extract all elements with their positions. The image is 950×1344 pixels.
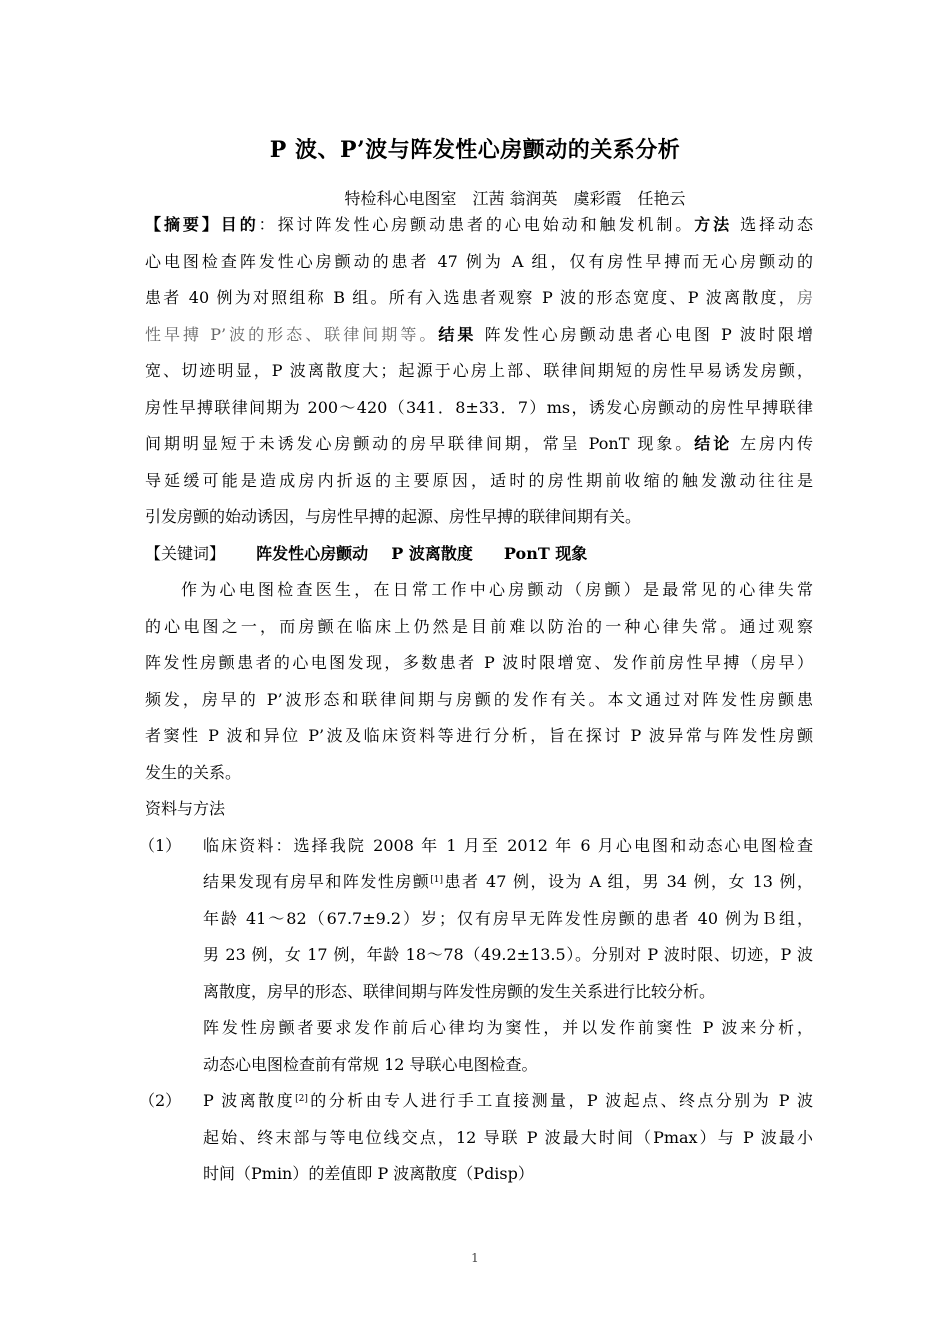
list-item-line: 时间（Pmin）的差值即 P 波离散度（Pdisp） (203, 1164, 534, 1183)
list-item-line: 起始、终末部与等电位线交点，12 导联 P 波最大时间（Pmax）与 P 波最小 (203, 1127, 813, 1147)
abstract-line: 间期明显短于未诱发心房颤动的房早联律间期，常呈 PonT 现象。结论 左房内传 (145, 434, 813, 453)
citation-ref: [1] (430, 875, 444, 885)
abstract-line: 引发房颤的始动诱因，与房性早搏的起源、房性早搏的联律间期有关。 (145, 507, 642, 526)
citation-ref: [2] (295, 1094, 308, 1104)
abstract-block (139, 207, 814, 1193)
paper-title: P 波、P’波与阵发性心房颤动的关系分析 (269, 137, 681, 163)
list-item-line: 动态心电图检查前有常规 12 导联心电图检查。 (203, 1054, 538, 1074)
intro-line: 阵发性房颤患者的心电图发现，多数患者 P 波时限增宽、发作前房性早搏（房早） (145, 653, 813, 672)
method-label: 方法 (694, 215, 733, 234)
list-item-line: 年龄 41～82（67.7±9.2）岁；仅有房早无阵发性房颤的患者 40 例为Ｂ组， (203, 908, 813, 928)
author-line: 特检科心电图室 江茜 翁润英 虞彩霞 任艳云 (344, 189, 686, 208)
section-heading: 资料与方法 (145, 799, 226, 818)
intro-line: 发生的关系。 (145, 762, 242, 782)
intro-line: 频发，房早的 P’波形态和联律间期与房颤的发作有关。本文通过对阵发性房颤患 (145, 689, 813, 709)
abstract-line: 房性早搏联律间期为 200～420（341．8±33．7）ms，诱发心房颤动的房性早搏联律 (145, 397, 813, 417)
intro-line: 的心电图之一，而房颤在临床上仍然是目前难以防治的一种心律失常。通过观察 (145, 616, 813, 636)
abstract-line: 患者 40 例为对照组称 B 组。所有入选患者观察 P 波的形态宽度、P 波离散度，房 (145, 288, 813, 307)
intro-line: 者窦性 P 波和异位 P’波及临床资料等进行分析，旨在探讨 P 波异常与阵发性房颤 (145, 726, 813, 745)
list-number: （2） (139, 1091, 182, 1110)
keyword: 阵发性心房颤动 (256, 543, 369, 563)
abstract-line: 导延缓可能是造成房内折返的主要原因，适时的房性期前收缩的触发激动往往是 (145, 470, 813, 490)
list-item-line: 结果发现有房早和阵发性房颤[1]患者 47 例，设为 A 组，男 34 例，女 13 例， (203, 872, 813, 891)
list-item-line: 男 23 例，女 17 例，年龄 18～78（49.2±13.5）。分别对 P 波时限、切迹，P 波 (203, 945, 813, 964)
list-item-line: （1） 临床资料：选择我院 2008 年 1 月至 2012 年 6 月心电图和动态心电图检查 (145, 828, 813, 865)
abstract-label: 【摘要】目的 (145, 215, 259, 234)
list-item-line: 阵发性房颤者要求发作前后心律均为窦性，并以发作前窦性 P 波来分析， (203, 1018, 813, 1037)
list-item-line: 离散度，房早的形态、联律间期与阵发性房颤的发生关系进行比较分析。 (203, 981, 716, 1001)
abstract-line: 宽、切迹明显，P 波离散度大；起源于心房上部、联律间期短的房性早易诱发房颤， (145, 361, 813, 380)
conclusion-label: 结论 (694, 434, 733, 453)
intro-line: 作为心电图检查医生，在日常工作中心房颤动（房颤）是最常见的心律失常 (181, 580, 813, 599)
list-number: （1） (139, 835, 182, 855)
abstract-line: 【摘要】目的：探讨阵发性心房颤动患者的心电始动和触发机制。方法 选择动态 (145, 215, 813, 234)
keywords-line (145, 536, 813, 573)
page-number: 1 (471, 1251, 479, 1265)
keyword: PonT 现象 (503, 543, 588, 563)
abstract-line: 心电图检查阵发性心房颤动的患者 47 例为 A 组，仅有房性早搏而无心房颤动的 (145, 251, 813, 271)
keyword: P 波离散度 (391, 543, 473, 563)
result-label: 结果 (438, 324, 477, 344)
list-item-line: （2） P 波离散度[2]的分析由专人进行手工直接测量，P 波起点、终点分别为 P 波 (145, 1083, 813, 1120)
abstract-line: 性早搏 P’波的形态、联律间期等。结果 阵发性心房颤动患者心电图 P 波时限增 (145, 324, 813, 344)
keywords-label: 【关键词】 (145, 543, 226, 563)
